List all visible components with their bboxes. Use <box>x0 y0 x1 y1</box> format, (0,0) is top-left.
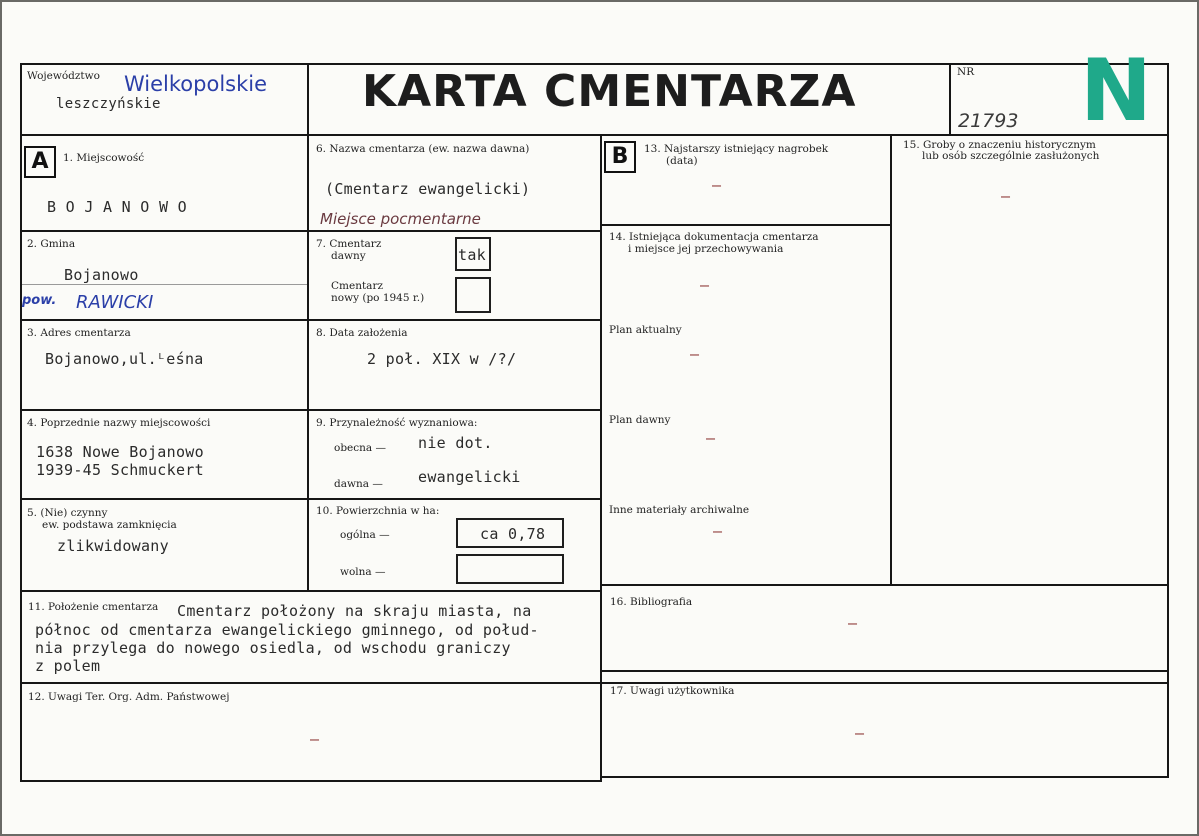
field-14-value: – <box>700 276 710 294</box>
section-a-box: A <box>24 146 56 178</box>
field-11-line4: z polem <box>35 657 101 675</box>
field-14-label-2: i miejsce jej przechowywania <box>628 243 784 255</box>
field-10-forest-label: wolna — <box>340 566 386 578</box>
grid-line <box>602 584 1169 586</box>
field-9-current-label: obecna — <box>334 442 386 454</box>
plan-old-value: – <box>706 429 716 447</box>
nr-value: 21793 <box>958 110 1019 132</box>
field-9-label: 9. Przynależność wyznaniowa: <box>316 417 478 429</box>
grid-line <box>602 224 890 226</box>
new-cemetery-label-2: nowy (po 1945 r.) <box>331 292 425 304</box>
rule-line <box>22 284 307 285</box>
field-12-value: – <box>310 730 320 748</box>
archives-value: – <box>713 522 723 540</box>
field-13-label: 13. Najstarszy istniejący nagrobek <box>644 143 829 155</box>
nr-label: NR <box>957 66 975 78</box>
voivodeship-stamp: Wielkopolskie <box>124 72 268 96</box>
plan-current-label: Plan aktualny <box>609 324 682 336</box>
grid-line <box>20 134 1169 136</box>
field-4-line1: 1638 Nowe Bojanowo <box>36 443 204 461</box>
page-title: KARTA CMENTARZA <box>362 66 857 117</box>
field-17-value: – <box>855 724 865 742</box>
field-5-label: 5. (Nie) czynny <box>27 507 108 519</box>
new-cemetery-box <box>455 277 491 313</box>
voivodeship-value: leszczyńskie <box>56 96 161 112</box>
category-mark: N <box>1080 41 1152 141</box>
field-11-line3: nia przylega do nowego osiedla, od wschodu graniczy <box>35 639 511 657</box>
field-2-extra: RAWICKI <box>76 292 154 313</box>
field-10-total-value: ca 0,78 <box>480 525 546 543</box>
field-6-label: 6. Nazwa cmentarza (ew. nazwa dawna) <box>316 143 530 155</box>
field-7-label: 7. Cmentarz <box>316 238 382 250</box>
field-10-label: 10. Powierzchnia w ha: <box>316 505 440 517</box>
grid-line <box>602 670 1169 672</box>
field-15-value: – <box>1001 187 1011 205</box>
field-5-label-2: ew. podstawa zamknięcia <box>42 519 177 531</box>
field-14-label: 14. Istniejąca dokumentacja cmentarza <box>609 231 819 243</box>
field-11-label: 11. Położenie cmentarza <box>28 601 159 613</box>
field-9-former-label: dawna — <box>334 478 383 490</box>
grid-line <box>20 682 1169 684</box>
grid-line <box>602 776 1169 778</box>
grid-line <box>20 319 602 321</box>
new-cemetery-label: Cmentarz <box>331 280 383 292</box>
field-4-label: 4. Poprzednie nazwy miejscowości <box>27 417 211 429</box>
field-15-label-2: lub osób szczególnie zasłużonych <box>922 150 1100 162</box>
field-1-value: B O J A N O W O <box>47 198 187 216</box>
field-17-label: 17. Uwagi użytkownika <box>610 685 735 697</box>
field-3-label: 3. Adres cmentarza <box>27 327 131 339</box>
field-13-label-2: (data) <box>666 155 698 167</box>
field-4-line2: 1939-45 Schmuckert <box>36 461 204 479</box>
field-2-label: 2. Gmina <box>27 238 76 250</box>
field-16-label: 16. Bibliografia <box>610 596 693 608</box>
field-15-label: 15. Groby o znaczeniu historycznym <box>903 139 1096 151</box>
grid-line <box>20 63 1169 65</box>
free-area-box <box>456 554 564 584</box>
voivodeship-label: Województwo <box>27 70 100 82</box>
field-3-value: Bojanowo,ul.ᴸeśna <box>45 350 204 368</box>
grid-line <box>20 230 602 232</box>
field-13-value: – <box>712 176 722 194</box>
field-6-handwritten: Miejsce pocmentarne <box>320 210 481 228</box>
field-8-value: 2 poł. XIX w /?/ <box>367 350 517 368</box>
field-11-line2: północ od cmentarza ewangelickiego gminnego, od połud- <box>35 621 539 639</box>
grid-line <box>949 63 951 134</box>
field-7-label-2: dawny <box>331 250 366 262</box>
plan-current-value: – <box>690 345 700 363</box>
grid-line <box>890 134 892 584</box>
field-8-label: 8. Data założenia <box>316 327 408 339</box>
archives-label: Inne materiały archiwalne <box>609 504 750 516</box>
grid-line <box>1167 63 1169 778</box>
grid-line <box>20 63 22 782</box>
field-9-current-value: nie dot. <box>418 434 493 452</box>
field-11-line1: Cmentarz położony na skraju miasta, na <box>177 602 532 620</box>
grid-line <box>20 409 602 411</box>
field-2-value: Bojanowo <box>64 266 139 284</box>
grid-line <box>600 134 602 782</box>
field-10-total-label: ogólna — <box>340 529 390 541</box>
grid-line <box>20 590 602 592</box>
field-6-value: (Cmentarz ewangelicki) <box>325 180 531 198</box>
old-cemetery-value: tak <box>458 246 486 264</box>
field-1-label: 1. Miejscowość <box>63 152 145 164</box>
plan-old-label: Plan dawny <box>609 414 671 426</box>
field-9-former-value: ewangelicki <box>418 468 521 486</box>
field-12-label: 12. Uwagi Ter. Org. Adm. Państwowej <box>28 691 230 703</box>
field-16-value: – <box>848 614 858 632</box>
field-2-prefix: pow. <box>22 293 57 308</box>
section-b-box: B <box>604 141 636 173</box>
field-5-value: zlikwidowany <box>57 537 169 555</box>
grid-line <box>307 63 309 590</box>
grid-line <box>20 498 602 500</box>
grid-line <box>20 780 602 782</box>
